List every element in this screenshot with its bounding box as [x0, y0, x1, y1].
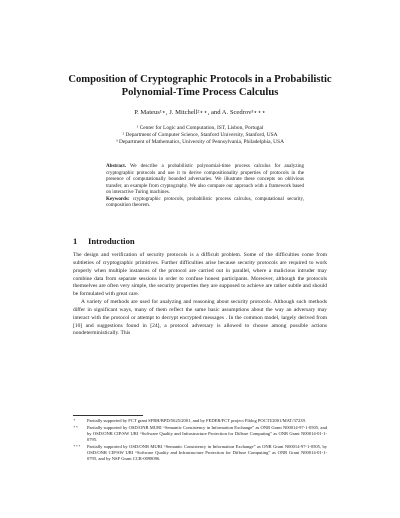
- paper-title: Composition of Cryptographic Protocols in a Probabilistic Polynomial-Time Process Calculus: [68, 74, 332, 98]
- footnote-item: [73, 444, 327, 462]
- affiliation-3: ³ Department of Mathematics, University of Pennsylvania, Philadelphia, USA: [116, 139, 284, 146]
- abstract-text: We describe a probabilistic polynomial-time process calculus for analyzing cryptographic protocols and use it to derive compositionality properties of protocols in the presence of computationally bounded adversaries. We illustrate these concepts on oblivious transfer, an example from cryptography. We also compare our approach with a framework based on interactive Turing machines.: [106, 163, 304, 196]
- body-paragraph-2: A variety of methods are used for analyzing and reasoning about security protocols. Although such methods differ in significant ways, many of them reflect the same basic assumptions about the way an adversary may interact with the protocol or attempt to decrypt encrypted messages . In the common model, largely derived from [10] and suggestions found in [24], a protocol adversary is allowed to choose among possible actions nondeterministically. This: [73, 299, 327, 337]
- footnote-item: [73, 418, 327, 424]
- section-number: 1: [73, 236, 78, 246]
- footnote-list: [73, 418, 327, 463]
- section-heading: [73, 236, 135, 246]
- affiliation-1: ¹ Center for Logic and Computation, IST, Lisbon, Portugal: [136, 125, 264, 131]
- footnote-item: [73, 425, 327, 443]
- footnote-mark: ⋆: [73, 417, 76, 423]
- keywords-paragraph: [106, 196, 304, 209]
- body-text: [73, 252, 327, 338]
- footnote-text: Partially supported by OSD/ONR MURI “Semantic Consistency in Information Exchange” as ONR Grant N00014-97-1-0505, and by OSD/ONR CIP/SW URI “Software Quality and Infrastructure Protection for Diffuse Computing” as ONR Grant N00014-01-1-0795.: [87, 424, 327, 443]
- keywords-text: cryptographic protocols, probabilistic process calculus, computational security, composition theorem.: [106, 195, 304, 209]
- abstract-label: Abstract.: [106, 163, 127, 169]
- section-title: Introduction: [88, 236, 135, 246]
- keywords-label: Keywords:: [106, 195, 130, 202]
- footnote-mark: ⋆⋆: [73, 423, 79, 429]
- affiliation-list: [40, 125, 360, 147]
- abstract-block: [106, 163, 304, 209]
- author-list: P. Mateus¹⋆, J. Mitchell²⋆⋆, and A. Scedrov³⋆⋆⋆: [134, 109, 266, 116]
- affiliation-2: ² Department of Computer Science, Stanford University, Stanford, USA: [122, 132, 278, 139]
- footnote-divider: [73, 415, 143, 416]
- footnote-text: Partially supported by OSD/ONR MURI “Semantic Consistency in Information Exchange” as ONR Grant N00014-97-1-0505, by OSD/ONR CIP/SW URI “Software Quality and Infrastructure Protection for Diffuse Computing” as ONR Grant N00014-01-1-0795, and by NSF Grant CCR-0098096.: [87, 443, 327, 462]
- abstract-paragraph: [106, 163, 304, 196]
- footnote-text: Partially supported by FCT grant SFRH/BPD/5625/2001, and by FEDER/FCT project Fiblog POCTI/2001/MAT/37239.: [87, 418, 306, 423]
- body-paragraph-1: The design and verification of security protocols is a difficult problem. Some of the difficulties come from subtleties of cryptographic primitives. Further difficulties arise because security protocols are required to work properly when multiple instances of the protocol are carried out in parallel, where a malicious intruder may combine data from separate sessions in order to confuse honest participants. Moreover, although the protocols themselves are often very simple, the security properties they are supposed to achieve are rather subtle and should be formulated with great care.: [73, 252, 327, 298]
- footnote-mark: ⋆⋆⋆: [73, 443, 81, 449]
